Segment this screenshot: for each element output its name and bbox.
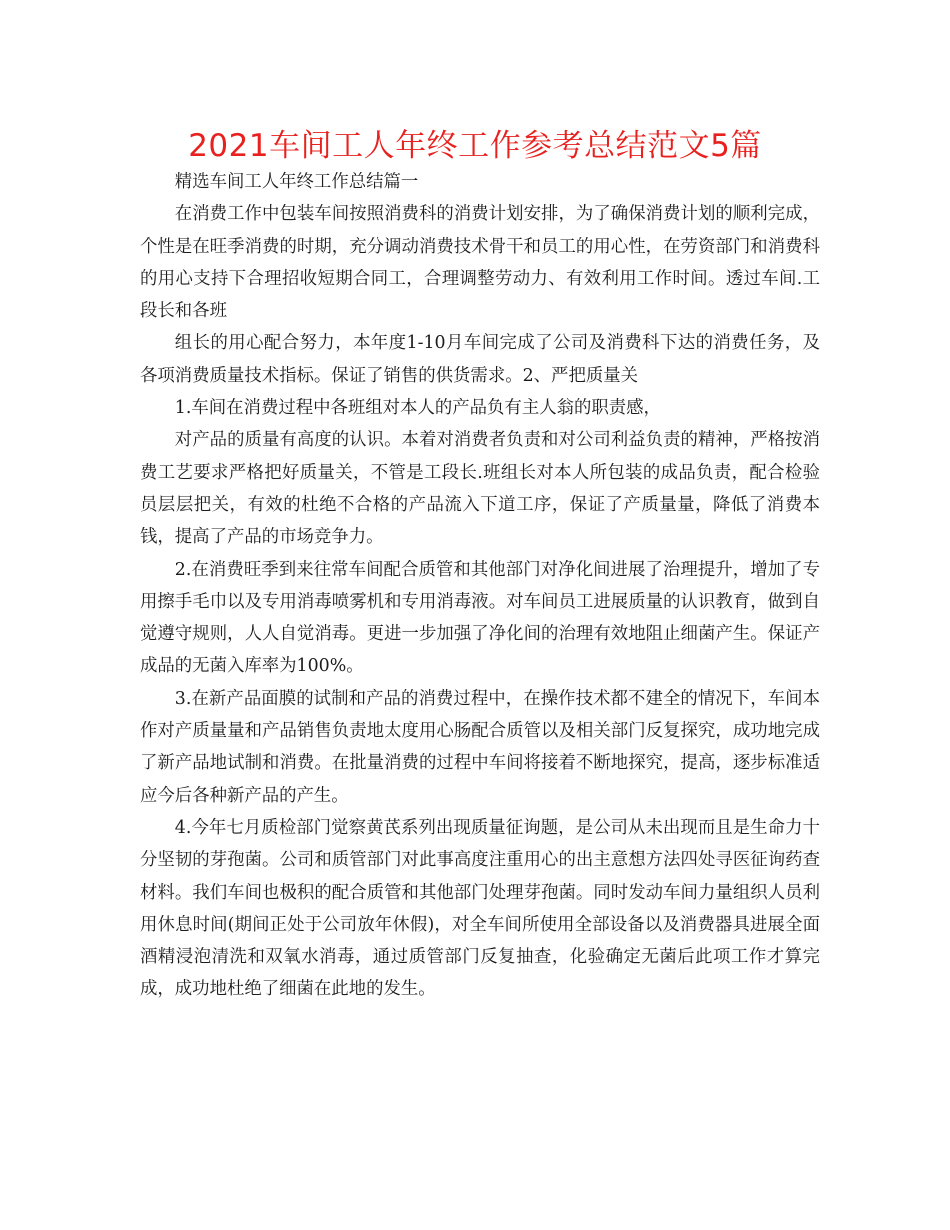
- document-body: [140, 166, 820, 1006]
- body-paragraph: 组长的用心配合努力，本年度1-10月车间完成了公司及消费科下达的消费任务，及各项消费质量技术指标。保证了销售的供货需求。2、严把质量关: [140, 333, 820, 386]
- body-paragraph: 2.在消费旺季到来往常车间配合质管和其他部门对净化间进展了治理提升，增加了专用擦手毛巾以及专用消毒喷雾机和专用消毒液。对车间员工进展质量的认识教育，做到自觉遵守规则，人人自觉消毒。更进一步加强了净化间的治理有效地阻止细菌产生。保证产成品的无菌入库率为100%。: [140, 559, 820, 677]
- body-paragraph: 在消费工作中包装车间按照消费科的消费计划安排，为了确保消费计划的顺利完成，个性是在旺季消费的时期，充分调动消费技术骨干和员工的用心性，在劳资部门和消费科的用心支持下合理招收短期合同工，合理调整劳动力、有效利用工作时间。透过车间.工段长和各班: [140, 204, 820, 322]
- body-paragraph: 3.在新产品面膜的试制和产品的消费过程中，在操作技术都不建全的情况下，车间本作对产质量量和产品销售负责地太度用心肠配合质管以及相关部门反复探究，成功地完成了新产品地试制和消费。在批量消费的过程中车间将接着不断地探究，提高，逐步标准适应今后各种新产品的产生。: [140, 688, 820, 806]
- section-heading: 精选车间工人年终工作总结篇一: [174, 172, 419, 192]
- body-paragraph: 4.今年七月质检部门觉察黄芪系列出现质量征询题，是公司从未出现而且是生命力十分坚韧的芽孢菌。公司和质管部门对此事高度注重用心的出主意想方法四处寻医征询药查材料。我们车间也极积的配合质管和其他部门处理芽孢菌。同时发动车间力量组织人员利用休息时间(期间正处于公司放年休假)，对全车间所使用全部设备以及消费器具进展全面酒精浸泡清洗和双氧水消毒，通过质管部门反复抽查，化验确定无菌后此项工作才算完成，成功地杜绝了细菌在此地的发生。: [140, 817, 820, 1000]
- document-title: 2021车间工人年终工作参考总结范文5篇: [188, 128, 762, 164]
- body-paragraph: 1.车间在消费过程中各班组对本人的产品负有主人翁的职责感，: [174, 398, 661, 419]
- body-paragraph: 对产品的质量有高度的认识。本着对消费者负责和对公司利益负责的精神，严格按消费工艺要求严格把好质量关，不管是工段长.班组长对本人所包装的成品负责，配合检验员层层把关，有效的杜绝不合格的产品流入下道工序，保证了产质量量，降低了消费本钱，提高了产品的市场竞争力。: [140, 430, 820, 548]
